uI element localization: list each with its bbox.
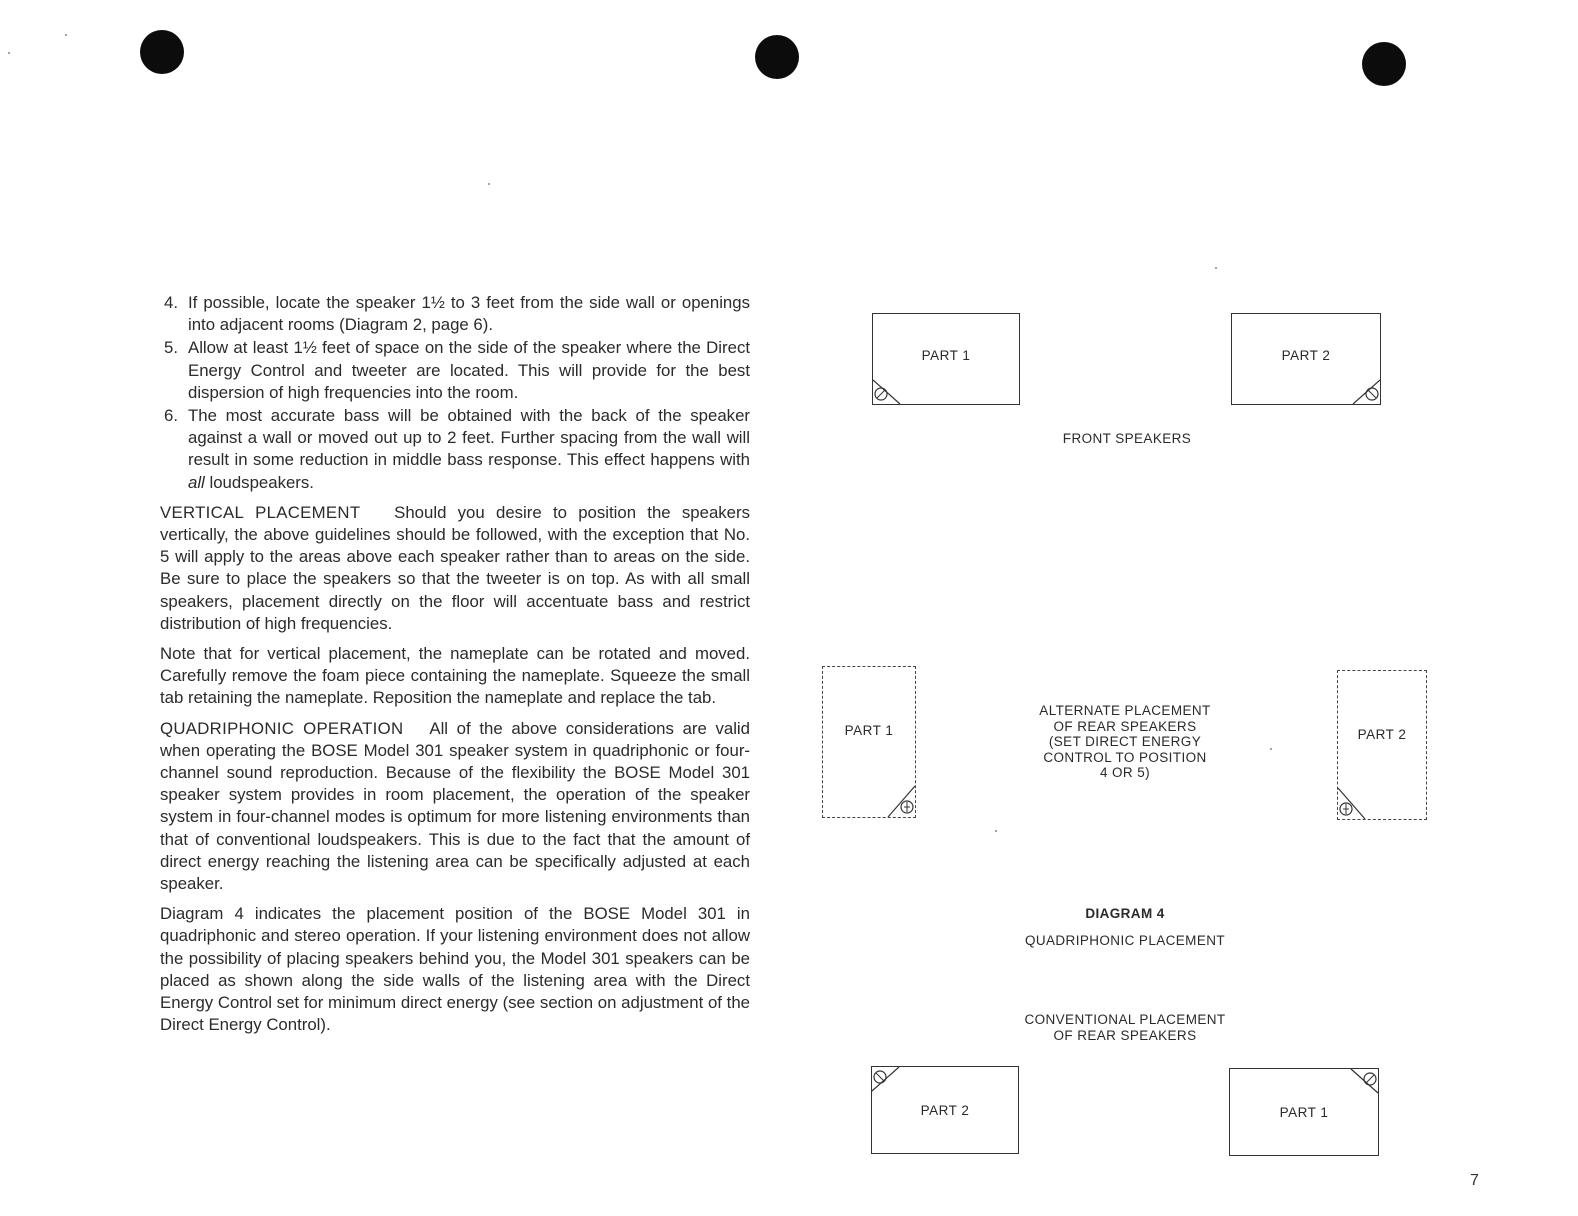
front-speakers-caption [1027, 431, 1227, 447]
rear-right-speaker [1229, 1068, 1379, 1156]
caption-line: CONVENTIONAL PLACEMENT [1024, 1012, 1226, 1027]
diagram-subtitle-text: QUADRIPHONIC PLACEMENT [1024, 933, 1226, 948]
tweeter-icon [1337, 784, 1373, 820]
speck [995, 830, 997, 832]
speaker-label: PART 1 [921, 348, 971, 363]
speaker-label: PART 1 [844, 723, 894, 738]
speck [8, 52, 10, 54]
list-text: loudspeakers. [204, 472, 314, 492]
caption-line: ALTERNATE PLACEMENT [1039, 703, 1211, 718]
paragraph-text: Should you desire to position the speakers vertically, the above guidelines should be followed, with the exception that No. 5 will apply to the areas above each speaker rather than to areas on the side. Be sure to place the speakers so that the tweeter is on top. As with all small speakers, placement directly on the floor will accentuate bass and restrict distribution of high frequencies. [160, 502, 750, 633]
alternate-placement-caption [1020, 703, 1230, 781]
list-item-5 [160, 337, 750, 404]
diagram-reference-paragraph [160, 903, 750, 1036]
caption-line: (SET DIRECT ENERGY [1048, 734, 1202, 749]
rear-left-speaker [871, 1066, 1019, 1154]
emphasis-text: all [188, 472, 205, 492]
list-text: The most accurate bass will be obtained with the back of the speaker against a wall or moved out up to 2 feet. Further spacing from the wall will result in some reduction in middle bass response. This effect happens with [188, 406, 750, 470]
speaker-label: PART 2 [1281, 348, 1331, 363]
list-item-6 [160, 405, 750, 494]
punch-hole-middle [755, 35, 799, 79]
speaker-label: PART 1 [1279, 1105, 1329, 1120]
speck [1215, 267, 1217, 269]
speck [65, 34, 67, 36]
paragraph-text: All of the above considerations are valid when operating the BOSE Model 301 speaker system in quadriphonic or four-channel sound reproduction. Because of the flexibility the BOSE Model 301 speaker system provides in room placement, the operation of the speaker system in four-channel modes is optimum for more listening environments than that of conventional loudspeakers. This is due to the fact that the amount of direct energy reaching the listening area can be specifically adjusted at each speaker. [160, 718, 750, 894]
list-number: 6. [164, 406, 178, 426]
section-heading: VERTICAL PLACEMENT [160, 502, 361, 522]
speck [488, 183, 490, 185]
list-text: Allow at least 1½ feet of space on the side of the speaker where the Direct Energy Control and tweeter are located. This will provide for the best dispersion of high frequencies into the room. [188, 338, 750, 402]
page-number: 7 [1470, 1172, 1479, 1189]
section-heading: QUADRIPHONIC OPERATION [160, 718, 404, 738]
paragraph-text: Diagram 4 indicates the placement position of the BOSE Model 301 in quadriphonic and stereo operation. If your listening environment does not allow the possibility of placing speakers behind you, the Model 301 speakers can be placed as shown along the side walls of the listening area with the Direct Energy Control set for minimum direct energy (see section on adjustment of the Direct Energy Control). [160, 904, 750, 1035]
speaker-label: PART 2 [920, 1103, 970, 1118]
conventional-placement-caption [1005, 1012, 1245, 1043]
alternate-rear-right-speaker [1337, 670, 1427, 820]
list-item-4 [160, 292, 750, 336]
alternate-rear-left-speaker [822, 666, 916, 818]
caption-line: OF REAR SPEAKERS [1053, 718, 1197, 734]
list-number: 4. [164, 293, 178, 312]
caption-line: OF REAR SPEAKERS [1053, 1027, 1197, 1043]
list-number: 5. [164, 338, 178, 358]
diagram-subtitle [1000, 933, 1250, 949]
speaker-label: PART 2 [1357, 727, 1407, 742]
tweeter-icon [880, 782, 916, 818]
caption-line: CONTROL TO POSITION [1043, 749, 1207, 765]
paragraph-text: Note that for vertical placement, the nameplate can be rotated and moved. Carefully remove the foam piece containing the nameplate. Squeeze the small tab retaining the nameplate. Reposition the nameplate and replace the tab. [160, 644, 750, 708]
tweeter-icon [871, 1066, 907, 1102]
quadriphonic-paragraph [160, 718, 750, 896]
punch-hole-left [140, 30, 184, 74]
front-right-speaker [1231, 313, 1381, 405]
diagram-title [1010, 906, 1240, 922]
caption-line: 4 OR 5) [1099, 765, 1151, 780]
punch-hole-right [1362, 42, 1406, 86]
tweeter-icon [1345, 369, 1381, 405]
front-left-speaker [872, 313, 1020, 405]
body-text-column [160, 292, 750, 1045]
vertical-placement-paragraph [160, 502, 750, 635]
nameplate-note-paragraph [160, 643, 750, 710]
speck [1270, 748, 1272, 750]
list-text: If possible, locate the speaker 1½ to 3 feet from the side wall or openings into adjacent rooms (Diagram 2, page 6). [188, 293, 750, 335]
diagram-title-text: DIAGRAM 4 [1085, 906, 1165, 921]
tweeter-icon [1343, 1068, 1379, 1104]
caption-line: FRONT SPEAKERS [1062, 431, 1192, 446]
tweeter-icon [872, 369, 908, 405]
